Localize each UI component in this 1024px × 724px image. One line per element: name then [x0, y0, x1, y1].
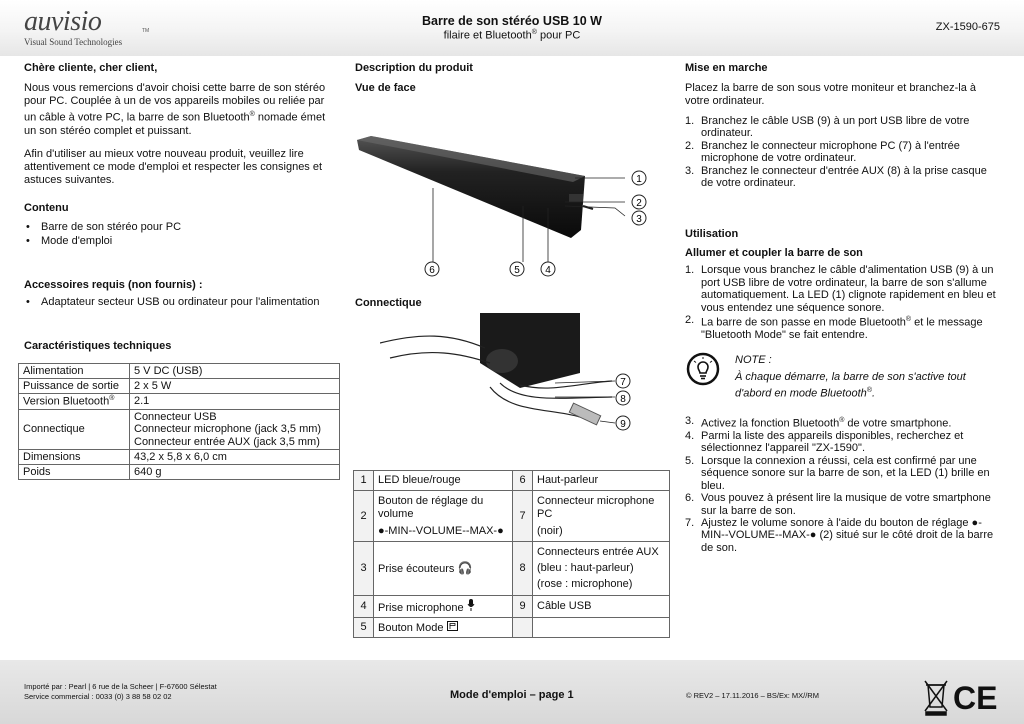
- logo-wordmark: auvisio: [24, 6, 102, 37]
- part-number: 9: [513, 596, 533, 618]
- spec-value: 2.1: [130, 394, 340, 410]
- mode-button-icon: [447, 621, 458, 631]
- intro-paragraph-2: Afin d'utiliser au mieux votre nouveau produit, veuillez lire attentivement ce mode d'emploi et respecter les consignes et astuces suivantes.: [24, 147, 323, 186]
- part-label-text: Prise écouteurs: [378, 562, 455, 575]
- part-label-line: ●-MIN--VOLUME--MAX-●: [378, 524, 504, 537]
- registered-mark: ®: [866, 387, 872, 394]
- part-number: 7: [513, 491, 533, 542]
- callout-label: 2: [636, 198, 642, 209]
- registered-mark: ®: [531, 29, 537, 36]
- startup-heading: Mise en marche: [685, 62, 768, 74]
- part-label-line: Connecteur microphone PC: [537, 494, 655, 520]
- footer-importer: [24, 682, 217, 702]
- greeting-heading: Chère cliente, cher client,: [24, 62, 158, 74]
- spec-key: Poids: [19, 465, 130, 480]
- list-item: • Mode d'emploi: [24, 234, 334, 248]
- note-text-body: À chaque démarre, la barre de son s'active tout d'abord en mode Bluetooth: [735, 371, 966, 400]
- callout-label: 5: [514, 265, 520, 276]
- spec-line: Connecteur USB: [134, 410, 217, 423]
- step-text: Branchez le connecteur microphone PC (7) à l'entrée microphone de votre ordinateur.: [701, 139, 960, 165]
- list-item: [685, 455, 997, 492]
- list-item: • Adaptateur secteur USB ou ordinateur pour l'alimentation: [24, 295, 334, 309]
- list-item: [685, 264, 997, 314]
- list-item: [685, 430, 997, 455]
- step-text: Branchez le câble USB (9) à un port USB libre de votre ordinateur.: [701, 115, 970, 140]
- contents-list: [24, 220, 334, 248]
- list-item: [685, 415, 997, 430]
- startup-steps: [685, 115, 997, 189]
- step-text: Ajustez le volume sonore à l'aide du bouton de réglage ●-MIN--VOLUME--MAX-● (2) situé sur le côté droit de la barre de son.: [701, 516, 994, 554]
- spec-key: Connectique: [19, 409, 130, 450]
- service-text: Service commercial : 0033 (0) 3 88 58 02 02: [24, 692, 172, 701]
- part-label: [533, 618, 670, 638]
- spec-key: Dimensions: [19, 450, 130, 465]
- usb-plug: [569, 403, 600, 425]
- spec-key: Alimentation: [19, 364, 130, 379]
- callout-markers-2: [616, 374, 630, 430]
- weee-bin-icon: [925, 681, 947, 715]
- spec-line: Connecteur microphone (jack 3,5 mm): [134, 423, 322, 436]
- table-row: [354, 618, 670, 638]
- step-number: 2.: [685, 314, 695, 327]
- step-number: 5.: [685, 454, 695, 467]
- step-number: 4.: [685, 430, 695, 443]
- part-number: 8: [513, 542, 533, 596]
- list-item: [685, 165, 997, 190]
- connectors-heading: Connectique: [355, 297, 422, 309]
- document-number: ZX-1590-675: [935, 21, 1000, 33]
- contents-heading: Contenu: [24, 201, 69, 214]
- spec-value: 640 g: [130, 465, 340, 480]
- part-number: 4: [354, 596, 374, 618]
- pairing-steps: [685, 264, 997, 341]
- column-intro: [24, 62, 334, 352]
- table-row: [19, 394, 340, 410]
- spec-line: Connecteur entrée AUX (jack 3,5 mm): [134, 435, 320, 448]
- table-row: [19, 379, 340, 394]
- step-number: 1.: [685, 264, 695, 277]
- logo-tagline: Visual Sound Technologies: [24, 37, 123, 47]
- table-row: [19, 364, 340, 379]
- part-number: 3: [354, 542, 374, 596]
- part-label: [374, 618, 513, 638]
- callout-label: 6: [429, 265, 435, 276]
- accessories-heading: Accessoires requis (non fournis) :: [24, 278, 203, 291]
- step-number: 3.: [685, 415, 695, 427]
- callout-label: 4: [545, 265, 551, 276]
- column-instructions: [685, 62, 997, 342]
- spec-key: [19, 394, 130, 410]
- list-item: [685, 517, 997, 554]
- part-label: Câble USB: [533, 596, 670, 618]
- part-label: [374, 542, 513, 596]
- document-subtitle: [370, 29, 654, 42]
- part-label: [374, 491, 513, 542]
- registered-mark: ®: [905, 316, 912, 324]
- list-item: [685, 140, 997, 165]
- part-label-line: (bleu : haut-parleur): [537, 562, 634, 574]
- step-number: 2.: [685, 139, 695, 152]
- logo-trademark: TM: [142, 28, 150, 34]
- subtitle-text: filaire et Bluetooth: [443, 29, 532, 42]
- part-label: [374, 596, 513, 618]
- part-label: Haut-parleur: [533, 471, 670, 491]
- callout-label: 3: [636, 214, 642, 225]
- ce-mark: CE: [953, 680, 998, 716]
- compliance-marks: [922, 677, 1002, 717]
- volume-knob: [569, 194, 583, 202]
- step-number: 6.: [685, 492, 695, 505]
- importer-text: Importé par : Pearl | 6 rue de la Scheer | F-67600 Sélestat: [24, 682, 217, 691]
- table-row: [19, 465, 340, 480]
- headphones-icon: 🎧: [457, 560, 473, 575]
- part-number: 5: [354, 618, 374, 638]
- step-text: La barre de son passe en mode Bluetooth: [701, 316, 906, 329]
- part-label-line: (rose : microphone): [537, 578, 633, 590]
- startup-intro: Placez la barre de son sous votre moniteur et branchez-la à votre ordinateur.: [685, 82, 977, 107]
- part-number: 6: [513, 471, 533, 491]
- callout-label: 1: [636, 174, 642, 185]
- list-item: • Barre de son stéréo pour PC: [24, 220, 334, 234]
- pairing-steps-continued: [685, 415, 997, 554]
- column-description: [355, 62, 673, 94]
- microphone-icon: [467, 599, 475, 611]
- knob-end: [486, 349, 518, 373]
- part-label: [533, 542, 670, 596]
- registered-mark: ®: [109, 395, 115, 402]
- revision-label: © REV2 – 17.11.2016 – BS/Ex: MX//RM: [686, 691, 819, 700]
- table-row: [354, 471, 670, 491]
- intro-paragraph: [24, 82, 334, 138]
- part-label-line: (noir): [537, 524, 563, 537]
- note-text-end: .: [871, 387, 875, 400]
- step-text: Activez la fonction Bluetooth: [701, 417, 840, 430]
- step-text: Branchez le connecteur d'entrée AUX (8) à la prise casque de votre ordinateur.: [701, 164, 987, 190]
- step-text: Lorsque la connexion a réussi, cela est confirmé par une séquence sonore sur la barre de son, et la LED (1) brille en bleu.: [701, 454, 990, 492]
- step-text: Parmi la liste des appareils disponibles, recherchez et sélectionnez l'appareil "ZX-1590".: [701, 430, 964, 455]
- intro-text: Nous vous remercions d'avoir choisi cette barre de son stéréo pour PC. Couplée à un de vos appareils mobiles ou reliée par un câble à votre PC, la barre de son Bluetooth: [24, 82, 326, 124]
- subtitle-text-end: pour PC: [536, 29, 581, 42]
- table-row: [354, 542, 670, 596]
- specs-heading: Caractéristiques techniques: [24, 339, 172, 352]
- step-text-end: de votre smartphone.: [844, 417, 952, 430]
- part-label-text: Prise microphone: [378, 601, 464, 614]
- intro-text-end: nomade émet un son stéréo complet et puissant.: [24, 111, 326, 137]
- page-label: Mode d'emploi – page 1: [450, 689, 574, 701]
- part-label-line: Bouton de réglage du volume: [378, 494, 484, 520]
- step-number: 7.: [685, 516, 695, 529]
- spec-value: 2 x 5 W: [130, 379, 340, 394]
- part-number: [513, 618, 533, 638]
- part-number: 2: [354, 491, 374, 542]
- list-item: [685, 492, 997, 517]
- list-item: [685, 115, 997, 140]
- connectors-heading-wrap: [355, 297, 422, 309]
- step-text: Lorsque vous branchez le câble d'alimentation USB (9) à un port USB libre de votre ordinateur, la barre de son s'allume automatiquement. La LED (1) clignote rapidement en bleu et vous entendez une séquence sonore.: [701, 264, 996, 314]
- usage-heading: Utilisation: [685, 228, 739, 241]
- soundbar-body: [357, 136, 585, 238]
- spec-value: 43,2 x 5,8 x 6,0 cm: [130, 450, 340, 465]
- spec-key-text: Version Bluetooth: [23, 395, 110, 408]
- callout-label: 8: [620, 394, 626, 405]
- step-text: Vous pouvez à présent lire la musique de votre smartphone sur la barre de son.: [701, 492, 991, 517]
- step-number: 3.: [685, 164, 695, 177]
- accessories-list: [24, 295, 334, 309]
- pairing-heading: Allumer et coupler la barre de son: [685, 247, 863, 260]
- part-label: LED bleue/rouge: [374, 471, 513, 491]
- brand-logo: [24, 8, 152, 48]
- table-row: [19, 450, 340, 465]
- table-row: [354, 491, 670, 542]
- soundbar-front-figure: [353, 128, 665, 280]
- note-text: [735, 371, 995, 401]
- spec-value: 5 V DC (USB): [130, 364, 340, 379]
- spec-key: Puissance de sortie: [19, 379, 130, 394]
- part-label-text: Bouton Mode: [378, 621, 444, 634]
- page-header: [0, 0, 1024, 56]
- registered-mark: ®: [249, 111, 255, 118]
- table-row: [354, 596, 670, 618]
- part-label-line: Connecteurs entrée AUX: [537, 546, 659, 558]
- step-text-end: et le message "Bluetooth Mode" se fait entendre.: [701, 316, 983, 342]
- list-item: [685, 314, 997, 341]
- description-heading: Description du produit: [355, 62, 473, 74]
- specs-table: [18, 363, 340, 480]
- spec-value: [130, 409, 340, 450]
- connectors-figure: [380, 313, 640, 435]
- callout-label: 7: [620, 377, 626, 388]
- table-row: [19, 409, 340, 450]
- note-title: NOTE :: [735, 354, 772, 366]
- parts-table: [353, 470, 670, 638]
- part-number: 1: [354, 471, 374, 491]
- registered-mark: ®: [839, 417, 845, 424]
- lightbulb-note-icon: [686, 352, 720, 386]
- part-label: [533, 491, 670, 542]
- document-title: Barre de son stéréo USB 10 W: [422, 14, 602, 28]
- step-number: 1.: [685, 115, 695, 127]
- front-view-heading: Vue de face: [355, 82, 416, 94]
- callout-label: 9: [620, 419, 626, 430]
